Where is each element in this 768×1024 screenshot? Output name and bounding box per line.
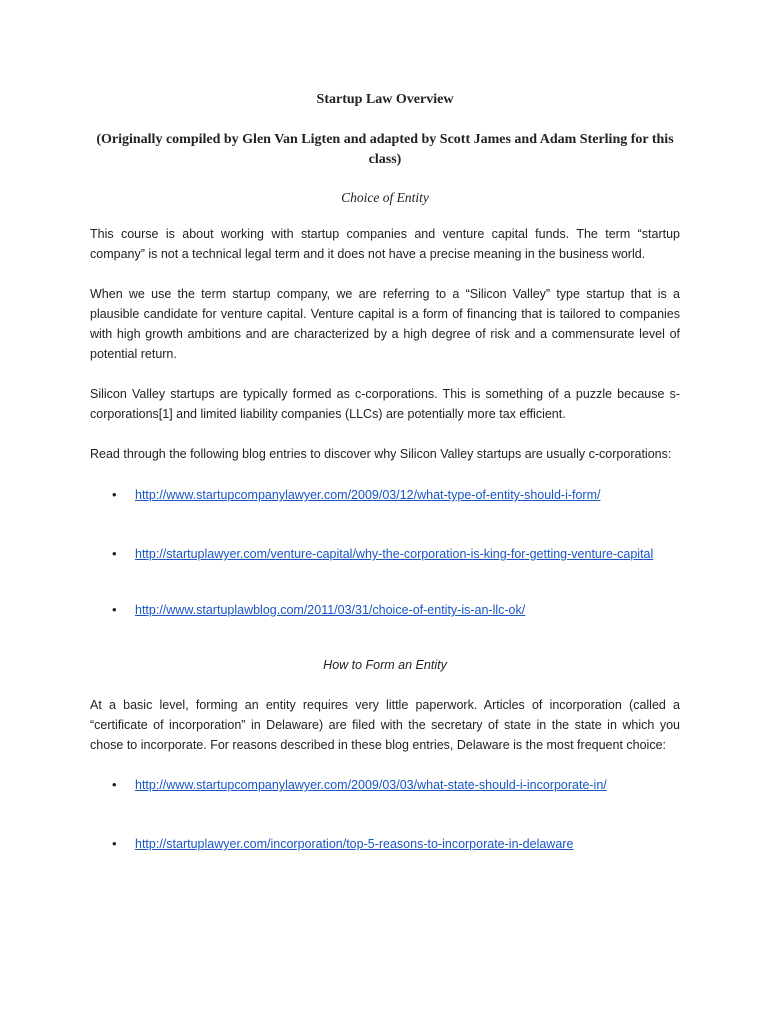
link-what-type-of-entity[interactable]: http://www.startupcompanylawyer.com/2009/03/12/what-type-of-entity-should-i-form/ bbox=[135, 488, 601, 502]
paragraph-course-intro: This course is about working with startup companies and venture capital funds. The term “startup company” is not a technical legal term and it does not have a precise meaning in the business world. bbox=[90, 227, 680, 261]
link-choice-of-entity-llc[interactable]: http://www.startuplawblog.com/2011/03/31/choice-of-entity-is-an-llc-ok/ bbox=[135, 603, 526, 617]
bullet-icon: • bbox=[112, 602, 117, 617]
bullet-icon: • bbox=[112, 777, 117, 792]
list-item bbox=[90, 485, 680, 505]
list-item bbox=[90, 834, 680, 854]
document-subtitle: (Originally compiled by Glen Van Ligten and adapted by Scott James and Adam Sterling for this class) bbox=[96, 132, 674, 167]
paragraph-startup-definition: When we use the term startup company, we are referring to a “Silicon Valley” type startup that is a plausible candidate for venture capital. Venture capital is a form of financing that is tailored to companies with high growth ambitions and are characterized by a high degree of risk and a commensurate level of potential return. bbox=[90, 287, 680, 361]
list-item bbox=[90, 775, 680, 795]
bullet-icon: • bbox=[112, 487, 117, 502]
section-heading-choice-of-entity: Choice of Entity bbox=[341, 190, 429, 205]
section-heading-how-to-form: How to Form an Entity bbox=[323, 658, 447, 672]
bullet-icon: • bbox=[112, 546, 117, 561]
link-corporation-is-king[interactable]: http://startuplawyer.com/venture-capital/why-the-corporation-is-king-for-getting-venture-capital bbox=[135, 547, 654, 561]
entity-choice-links bbox=[90, 485, 680, 620]
link-what-state-to-incorporate[interactable]: http://www.startupcompanylawyer.com/2009/03/03/what-state-should-i-incorporate-in/ bbox=[135, 778, 607, 792]
paragraph-read-blog-entries: Read through the following blog entries to discover why Silicon Valley startups are usually c-corporations: bbox=[90, 447, 672, 461]
paragraph-c-corporations: Silicon Valley startups are typically formed as c-corporations. This is something of a puzzle because s-corporations[1] and limited liability companies (LLCs) are potentially more tax efficient. bbox=[90, 387, 680, 421]
paragraph-forming-entity: At a basic level, forming an entity requires very little paperwork. Articles of incorporation (called a “certificate of incorporation” in Delaware) are filed with the secretary of state in the state in which you chose to incorporate. For reasons described in these blog entries, Delaware is the most frequent choice: bbox=[90, 698, 680, 752]
bullet-icon: • bbox=[112, 836, 117, 851]
list-item bbox=[90, 544, 680, 564]
document-page bbox=[90, 90, 680, 854]
document-title: Startup Law Overview bbox=[316, 92, 454, 107]
link-reasons-delaware[interactable]: http://startuplawyer.com/incorporation/top-5-reasons-to-incorporate-in-delaware bbox=[135, 837, 574, 851]
list-item bbox=[90, 600, 680, 620]
incorporation-links bbox=[90, 775, 680, 854]
